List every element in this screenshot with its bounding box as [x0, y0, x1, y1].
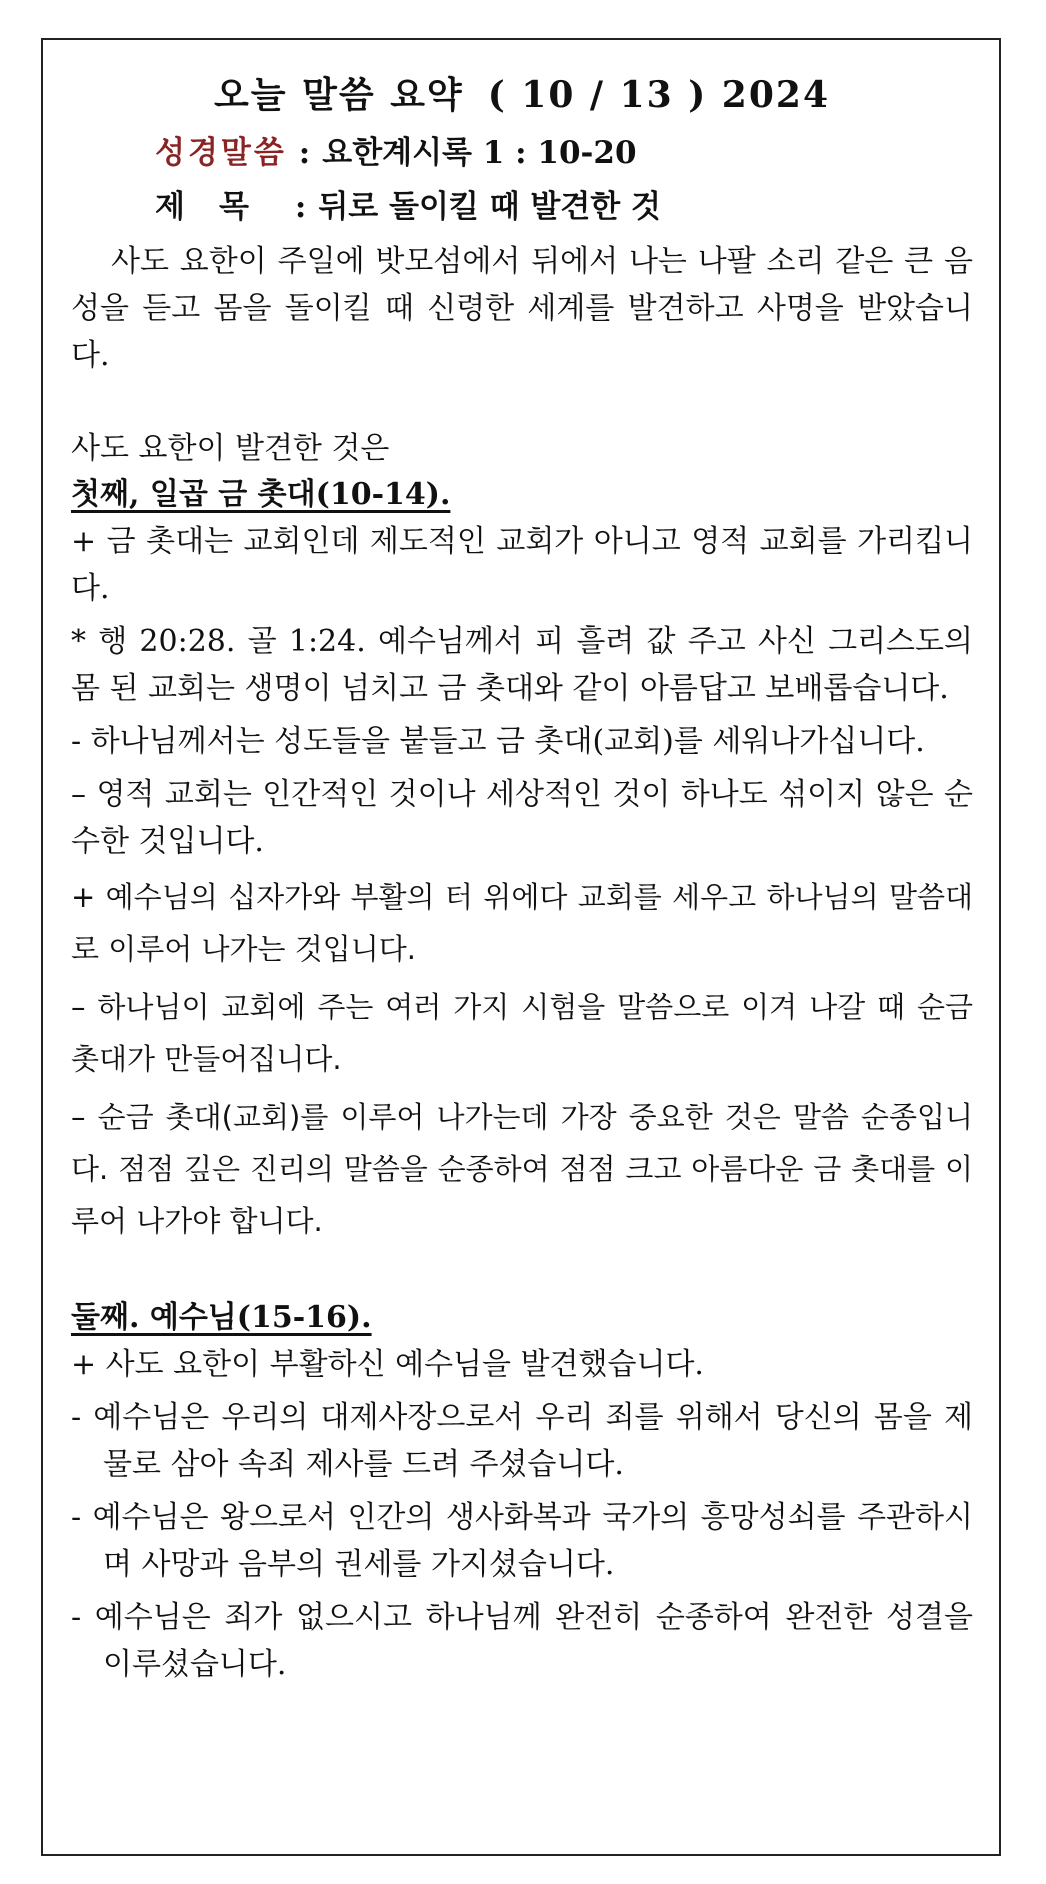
section-1-line: – 영적 교회는 인간적인 것이나 세상적인 것이 하나도 섞이지 않은 순수한 것입니다. — [71, 777, 973, 859]
spacer — [71, 1253, 973, 1295]
section-1-line: - 하나님께서는 성도들을 붙들고 금 촛대(교회)를 세워나가십니다. — [71, 724, 925, 759]
page-title — [71, 70, 973, 120]
section-2-line: - 예수님은 죄가 없으시고 하나님께 완전히 순종하여 완전한 성결을 이루셨습니다. — [71, 1600, 973, 1682]
section-1-line: + 금 촛대는 교회인데 제도적인 교회가 아니고 영적 교회를 가리킵니다. — [71, 524, 973, 606]
section-1-line: – 순금 촛대(교회)를 이루어 나가는데 가장 중요한 것은 말씀 순종입니다. 점점 깊은 진리의 말씀을 순종하여 점점 크고 아름다운 금 촛대를 이루어 나가야 합니다. — [71, 1100, 973, 1238]
scripture-ref: 요한계시록 1 : 10-20 — [322, 135, 637, 171]
topic-line — [155, 180, 973, 234]
section-2-heading: 둘째. 예수님(15-16). — [71, 1300, 372, 1335]
title-date: ( 10 / 13 ) 2024 — [487, 74, 830, 116]
section-1-heading: 첫째, 일곱 금 촛대(10-14). — [71, 477, 451, 512]
section-2-line: - 예수님은 왕으로서 인간의 생사화복과 국가의 흥망성쇠를 주관하시며 사망과 음부의 권세를 가지셨습니다. — [71, 1500, 973, 1582]
section-2-line: - 예수님은 우리의 대제사장으로서 우리 죄를 위해서 당신의 몸을 제물로 삼아 속죄 제사를 드려 주셨습니다. — [71, 1400, 973, 1482]
lead-paragraph: 사도 요한이 발견한 것은 — [71, 431, 390, 466]
topic-colon: : — [294, 189, 307, 225]
topic-text: 뒤로 돌이킬 때 발견한 것 — [318, 189, 661, 225]
topic-label: 제목 — [155, 189, 283, 225]
section-1-line: * 행 20:28. 골 1:24. 예수님께서 피 흘려 값 주고 사신 그리스도의 몸 된 교회는 생명이 넘치고 금 촛대와 같이 아름답고 보배롭습니다. — [71, 624, 973, 706]
scripture-label: 성경말씀 — [155, 135, 287, 171]
scripture-colon: : — [298, 135, 311, 171]
spacer — [71, 379, 973, 421]
scripture-line — [155, 126, 973, 180]
section-1-line: – 하나님이 교회에 주는 여러 가지 시험을 말씀으로 이겨 나갈 때 순금 촛대가 만들어집니다. — [71, 990, 973, 1076]
section-1-line: + 예수님의 십자가와 부활의 터 위에다 교회를 세우고 하나님의 말씀대로 이루어 나가는 것입니다. — [71, 880, 973, 966]
document-content — [71, 70, 973, 1694]
document-frame — [41, 38, 1001, 1856]
intro-paragraph: 사도 요한이 주일에 밧모섬에서 뒤에서 나는 나팔 소리 같은 큰 음성을 듣고 몸을 돌이킬 때 신령한 세계를 발견하고 사명을 받았습니다. — [71, 244, 973, 373]
title-text: 오늘 말씀 요약 — [213, 74, 464, 116]
section-2-line: + 사도 요한이 부활하신 예수님을 발견했습니다. — [71, 1347, 704, 1382]
